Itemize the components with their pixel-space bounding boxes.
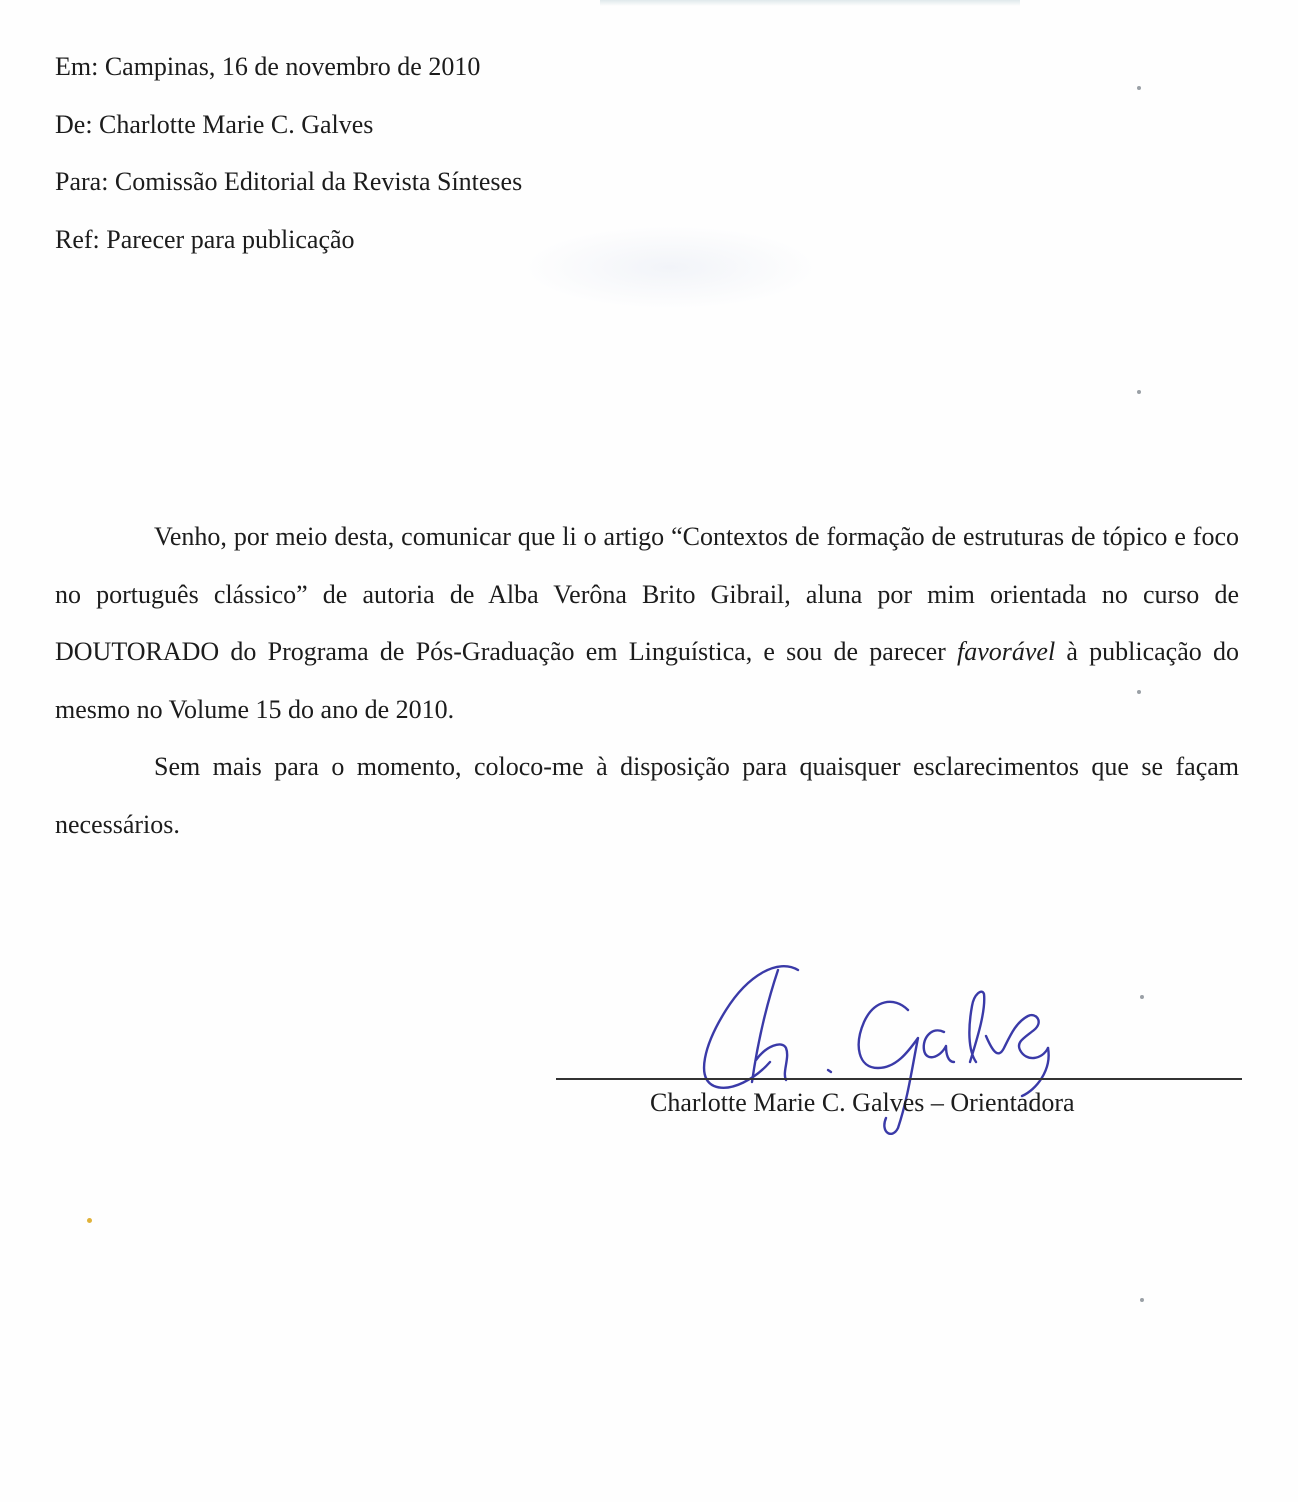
scan-speck [1137,390,1141,394]
paragraph-1-start: Venho, por meio desta, comunicar que li o artigo “Contextos de formação de estruturas de tópico e foco no português clássico” de autoria de Alba Verôna Brito Gibrail, aluna por mim orientada no curso de DOUTORADO do Programa de Pós-Graduação em Linguística, e sou de parecer [55,522,1239,666]
header-ref: Ref: Parecer para publicação [55,224,355,254]
body-paragraph-1 [55,508,1239,738]
paragraph-1-emphasis: favorável [956,637,1056,666]
scan-shade [520,225,820,310]
scan-speck [87,1218,92,1223]
header-to: Para: Comissão Editorial da Revista Sínteses [55,167,523,196]
paragraph-1-end: à publicação do mesmo no Volume 15 do ano de 2010. [55,637,1239,724]
body-paragraph-2: Sem mais para o momento, coloco-me à disposição para quaisquer esclarecimentos que se façam necessários. [55,752,1239,839]
signature-printed-name: Charlotte Marie C. Galves – Orientadora [650,1088,1075,1117]
signature-line [556,1078,1242,1080]
scan-smudge [600,0,1020,6]
header-from: De: Charlotte Marie C. Galves [55,109,374,139]
letter-header [55,38,522,268]
signature-block [556,950,1242,1140]
letter-body [55,508,1239,853]
scan-speck [1140,1298,1144,1302]
header-place-date: Em: Campinas, 16 de novembro de 2010 [55,52,481,81]
scan-speck [1137,86,1141,90]
